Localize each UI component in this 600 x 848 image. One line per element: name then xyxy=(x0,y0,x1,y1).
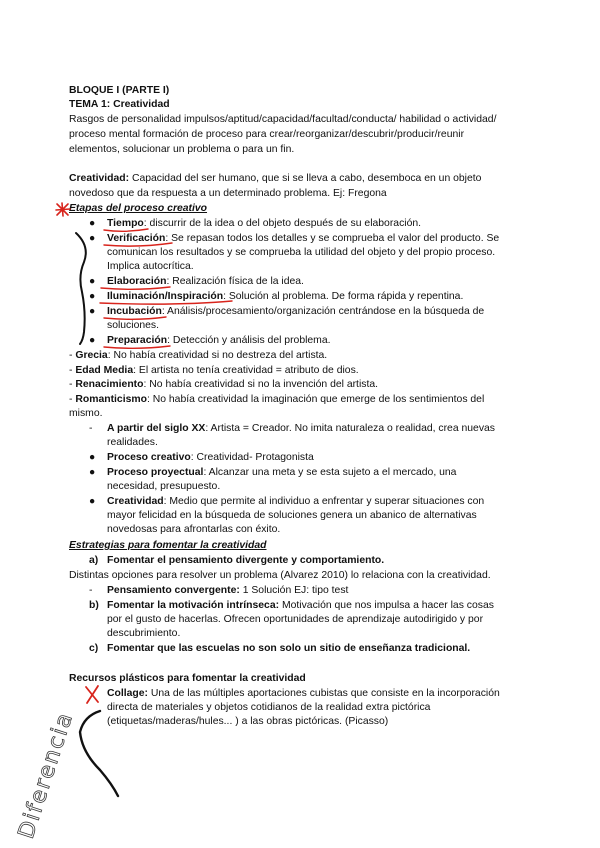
term: Fomentar la motivación intrínseca: xyxy=(107,600,280,611)
term: Proceso proyectual xyxy=(107,467,204,478)
term: Elaboración xyxy=(107,276,167,287)
item-text: : Realización física de la idea. xyxy=(166,276,304,287)
item-text: : Alcanzar una meta y se esta sujeto a el mercado, una xyxy=(203,467,457,478)
dash-marker: - xyxy=(89,423,93,434)
item-text-cont: (etiquetas/maderas/hules... ) a las obras pictóricas. (Picasso) xyxy=(107,716,389,727)
tema-title: TEMA 1: Creatividad xyxy=(69,99,170,110)
etapas-heading: Etapas del proceso creativo xyxy=(69,203,208,214)
bullet-icon: ● xyxy=(89,452,96,463)
list-item xyxy=(107,232,499,246)
list-item xyxy=(107,466,456,480)
dash: - xyxy=(69,394,73,405)
term: Collage: xyxy=(107,688,148,699)
list-marker: b) xyxy=(89,600,99,611)
bullet-icon: ● xyxy=(89,233,96,244)
bullet-icon: ● xyxy=(89,276,96,287)
list-marker: c) xyxy=(89,643,99,654)
list-item xyxy=(107,584,348,598)
item-text: : Detección y análisis del problema. xyxy=(167,335,331,346)
intro-line: Rasgos de personalidad impulsos/aptitud/capacidad/facultad/conducta/ habilidad o actividad/ xyxy=(69,114,497,125)
list-item xyxy=(107,305,484,319)
bullet-icon: ● xyxy=(89,291,96,302)
item-text: Motivación que nos impulsa a hacer las cosas xyxy=(279,600,494,611)
item-text-cont: novedosas para afrontarlas con éxito. xyxy=(107,524,281,535)
term: Creatividad xyxy=(107,496,164,507)
term: Renacimiento xyxy=(75,379,144,390)
term: Creatividad: xyxy=(69,173,130,184)
handwritten-note: Diferencia xyxy=(13,708,79,842)
item-text-cont: realidades. xyxy=(107,437,158,448)
list-item xyxy=(107,290,463,304)
bullet-icon: ● xyxy=(89,467,96,478)
epoca-line xyxy=(69,393,484,407)
item-text: : Análisis/procesamiento/organización centrándose en la búsqueda de xyxy=(161,306,485,317)
bullet-icon: ● xyxy=(89,335,96,346)
item-text: : discurrir de la idea o del objeto después de su elaboración. xyxy=(143,218,422,229)
item-text: : Artista = Creador. No imita naturaleza o realidad, crea nuevas xyxy=(205,423,496,434)
dash-marker: - xyxy=(89,585,93,596)
item-text: : Medio que permite al individuo a enfrentar y superar situaciones con xyxy=(163,496,485,507)
dash: - xyxy=(69,379,73,390)
item-text: : Se repasan todos los detalles y se comprueba el valor del producto. Se xyxy=(165,233,500,244)
epoca-line xyxy=(69,378,378,392)
intro-line: elementos, solucionar un problema o para un fin. xyxy=(69,144,295,155)
list-marker: a) xyxy=(89,555,99,566)
list-item xyxy=(107,495,484,509)
estrategia-a: Fomentar el pensamiento divergente y comportamiento. xyxy=(107,555,385,566)
epoca-line xyxy=(69,349,327,363)
distintas-line: Distintas opciones para resolver un problema (Alvarez 2010) lo relaciona con la creatividad. xyxy=(69,570,491,581)
bullet-icon: ● xyxy=(89,496,96,507)
item-text: : No había creatividad si no destreza del artista. xyxy=(107,350,328,361)
term: Pensamiento convergente: xyxy=(107,585,240,596)
term: Proceso creativo xyxy=(107,452,191,463)
definition-text: Capacidad del ser humano, que si se lleva a cabo, desemboca en un objeto xyxy=(129,173,482,184)
intro-line: proceso mental formación de proceso para crear/reorganizar/descubrir/producir/reunir xyxy=(69,129,465,140)
estrategia-b xyxy=(107,599,494,613)
estrategia-c: Fomentar que las escuelas no son solo un sitio de enseñanza tradicional. xyxy=(107,643,471,654)
list-item xyxy=(107,687,500,701)
item-text: : Solución al problema. De forma rápida y repentina. xyxy=(223,291,464,302)
term: Tiempo xyxy=(107,218,144,229)
term: Incubación xyxy=(107,306,162,317)
item-text-cont: descubrimiento. xyxy=(107,628,181,639)
term: Grecia xyxy=(75,350,108,361)
estrategias-heading: Estrategias para fomentar la creatividad xyxy=(69,540,267,551)
list-item xyxy=(107,217,421,231)
item-text: 1 Solución EJ: tipo test xyxy=(239,585,349,596)
item-text-cont: necesidad, presupuesto. xyxy=(107,481,221,492)
term: A partir del siglo XX xyxy=(107,423,206,434)
item-text: : El artista no tenía creatividad = atributo de dios. xyxy=(133,365,359,376)
dash: - xyxy=(69,365,73,376)
item-text-cont: directa de materiales y objetos cotidianos de la realidad extra pictórica xyxy=(107,702,431,713)
creatividad-definition-cont: novedoso que da respuesta a un determinado problema. Ej: Fregona xyxy=(69,188,387,199)
x-mark-icon xyxy=(86,686,98,703)
bullet-icon: ● xyxy=(89,306,96,317)
asterisk-mark-icon xyxy=(56,203,70,216)
item-text: Una de las múltiples aportaciones cubistas que consiste en la incorporación xyxy=(148,688,500,699)
list-item xyxy=(107,275,304,289)
dash: - xyxy=(69,350,73,361)
item-text-cont: Implica autocrítica. xyxy=(107,261,194,272)
term: Preparación xyxy=(107,335,168,346)
term: Iluminación/Inspiración xyxy=(107,291,224,302)
item-text-cont: mayor felicidad en la búsqueda de soluciones genera un abanico de alternativas xyxy=(107,510,477,521)
item-text-cont: comunican los resultados y se comprueba la utilidad del objeto y del propio proceso. xyxy=(107,247,496,258)
bloque-title: BLOQUE I (PARTE I) xyxy=(69,85,170,96)
item-text: : No había creatividad la imaginación que emerge de los sentimientos del xyxy=(146,394,485,405)
list-item xyxy=(107,422,495,436)
epoca-line-cont: mismo. xyxy=(69,408,103,419)
item-text-cont: soluciones. xyxy=(107,320,159,331)
item-text: : Creatividad- Protagonista xyxy=(190,452,314,463)
term: Verificación xyxy=(107,233,166,244)
item-text: : No había creatividad si no la invención del artista. xyxy=(143,379,378,390)
item-text-cont: por el gusto de hacerlas. Ofrecen oportunidades de aprendizaje autodirigido y por xyxy=(107,614,484,625)
term: Edad Media xyxy=(75,365,134,376)
creatividad-definition xyxy=(69,172,481,186)
list-item xyxy=(107,334,331,348)
term: Romanticismo xyxy=(75,394,147,405)
recursos-heading: Recursos plásticos para fomentar la creatividad xyxy=(69,673,306,684)
bullet-icon: ● xyxy=(89,218,96,229)
epoca-line xyxy=(69,364,359,378)
list-item xyxy=(107,451,314,465)
bracket-mark xyxy=(76,233,86,344)
